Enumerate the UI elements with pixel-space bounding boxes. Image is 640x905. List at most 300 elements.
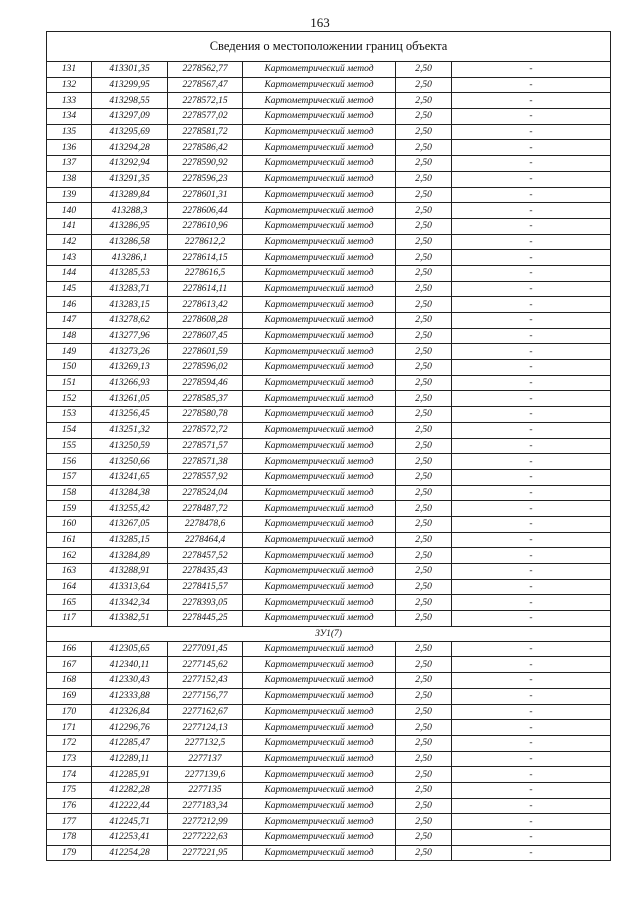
method-cell: Картометрический метод (243, 234, 396, 250)
point-number-cell: 152 (47, 391, 92, 407)
y-coordinate-cell: 2278594,46 (168, 375, 243, 391)
y-coordinate-cell: 2278596,23 (168, 171, 243, 187)
x-coordinate-cell: 413382,51 (92, 611, 168, 627)
method-cell: Картометрический метод (243, 109, 396, 125)
accuracy-cell: 2,50 (396, 720, 452, 736)
table-row (47, 281, 611, 297)
point-number-cell: 133 (47, 93, 92, 109)
y-coordinate-cell: 2278393,05 (168, 595, 243, 611)
accuracy-cell: 2,50 (396, 532, 452, 548)
y-coordinate-cell: 2278596,02 (168, 360, 243, 376)
point-number-cell: 168 (47, 673, 92, 689)
point-number-cell: 170 (47, 704, 92, 720)
method-cell: Картометрический метод (243, 422, 396, 438)
table-row (47, 516, 611, 532)
y-coordinate-cell: 2278614,11 (168, 281, 243, 297)
point-number-cell: 169 (47, 688, 92, 704)
x-coordinate-cell: 413284,89 (92, 548, 168, 564)
point-number-cell: 155 (47, 438, 92, 454)
accuracy-cell: 2,50 (396, 454, 452, 470)
page-number: 163 (310, 15, 330, 30)
table-row (47, 641, 611, 657)
y-coordinate-cell: 2278613,42 (168, 297, 243, 313)
table-row (47, 391, 611, 407)
method-cell: Картометрический метод (243, 360, 396, 376)
x-coordinate-cell: 412245,71 (92, 814, 168, 830)
method-cell: Картометрический метод (243, 782, 396, 798)
point-number-cell: 159 (47, 501, 92, 517)
y-coordinate-cell: 2278572,72 (168, 422, 243, 438)
table-row (47, 203, 611, 219)
method-cell: Картометрический метод (243, 313, 396, 329)
description-cell: - (452, 501, 611, 517)
x-coordinate-cell: 413255,42 (92, 501, 168, 517)
description-cell: - (452, 767, 611, 783)
table-row (47, 532, 611, 548)
table-row (47, 688, 611, 704)
accuracy-cell: 2,50 (396, 845, 452, 861)
description-cell: - (452, 77, 611, 93)
description-cell: - (452, 657, 611, 673)
x-coordinate-cell: 413285,53 (92, 265, 168, 281)
description-cell: - (452, 548, 611, 564)
accuracy-cell: 2,50 (396, 767, 452, 783)
table-row (47, 313, 611, 329)
y-coordinate-cell: 2278586,42 (168, 140, 243, 156)
y-coordinate-cell: 2277124,13 (168, 720, 243, 736)
accuracy-cell: 2,50 (396, 657, 452, 673)
point-number-cell: 135 (47, 124, 92, 140)
x-coordinate-cell: 413286,95 (92, 218, 168, 234)
y-coordinate-cell: 2278608,28 (168, 313, 243, 329)
accuracy-cell: 2,50 (396, 814, 452, 830)
accuracy-cell: 2,50 (396, 704, 452, 720)
y-coordinate-cell: 2278601,31 (168, 187, 243, 203)
accuracy-cell: 2,50 (396, 611, 452, 627)
table-row (47, 140, 611, 156)
table-row (47, 485, 611, 501)
y-coordinate-cell: 2277091,45 (168, 641, 243, 657)
accuracy-cell: 2,50 (396, 234, 452, 250)
point-number-cell: 158 (47, 485, 92, 501)
method-cell: Картометрический метод (243, 124, 396, 140)
table-row (47, 93, 611, 109)
point-number-cell: 150 (47, 360, 92, 376)
table-row (47, 564, 611, 580)
x-coordinate-cell: 412326,84 (92, 704, 168, 720)
table-row (47, 830, 611, 846)
description-cell: - (452, 782, 611, 798)
method-cell: Картометрический метод (243, 579, 396, 595)
description-cell: - (452, 344, 611, 360)
point-number-cell: 134 (47, 109, 92, 125)
y-coordinate-cell: 2278601,59 (168, 344, 243, 360)
accuracy-cell: 2,50 (396, 735, 452, 751)
method-cell: Картометрический метод (243, 688, 396, 704)
method-cell: Картометрический метод (243, 485, 396, 501)
method-cell: Картометрический метод (243, 156, 396, 172)
method-cell: Картометрический метод (243, 328, 396, 344)
x-coordinate-cell: 413297,09 (92, 109, 168, 125)
table-row (47, 422, 611, 438)
accuracy-cell: 2,50 (396, 798, 452, 814)
accuracy-cell: 2,50 (396, 516, 452, 532)
accuracy-cell: 2,50 (396, 187, 452, 203)
point-number-cell: 138 (47, 171, 92, 187)
y-coordinate-cell: 2277162,67 (168, 704, 243, 720)
description-cell: - (452, 407, 611, 423)
description-cell: - (452, 454, 611, 470)
x-coordinate-cell: 413273,26 (92, 344, 168, 360)
x-coordinate-cell: 413299,95 (92, 77, 168, 93)
table-row (47, 234, 611, 250)
y-coordinate-cell: 2278580,78 (168, 407, 243, 423)
table-row (47, 265, 611, 281)
point-number-cell: 167 (47, 657, 92, 673)
table-row (47, 501, 611, 517)
y-coordinate-cell: 2278415,57 (168, 579, 243, 595)
point-number-cell: 166 (47, 641, 92, 657)
x-coordinate-cell: 412289,11 (92, 751, 168, 767)
description-cell: - (452, 93, 611, 109)
table-row (47, 438, 611, 454)
y-coordinate-cell: 2277139,6 (168, 767, 243, 783)
method-cell: Картометрический метод (243, 845, 396, 861)
method-cell: Картометрический метод (243, 218, 396, 234)
description-cell: - (452, 735, 611, 751)
point-number-cell: 172 (47, 735, 92, 751)
accuracy-cell: 2,50 (396, 281, 452, 297)
accuracy-cell: 2,50 (396, 344, 452, 360)
accuracy-cell: 2,50 (396, 751, 452, 767)
description-cell: - (452, 798, 611, 814)
description-cell: - (452, 187, 611, 203)
x-coordinate-cell: 412305,65 (92, 641, 168, 657)
method-cell: Картометрический метод (243, 93, 396, 109)
point-number-cell: 157 (47, 469, 92, 485)
point-number-cell: 171 (47, 720, 92, 736)
point-number-cell: 174 (47, 767, 92, 783)
point-number-cell: 149 (47, 344, 92, 360)
table-row (47, 297, 611, 313)
boundary-table-sheet (46, 31, 610, 861)
table-row (47, 845, 611, 861)
point-number-cell: 141 (47, 218, 92, 234)
accuracy-cell: 2,50 (396, 548, 452, 564)
accuracy-cell: 2,50 (396, 422, 452, 438)
method-cell: Картометрический метод (243, 673, 396, 689)
x-coordinate-cell: 413283,15 (92, 297, 168, 313)
accuracy-cell: 2,50 (396, 62, 452, 78)
x-coordinate-cell: 413292,94 (92, 156, 168, 172)
description-cell: - (452, 313, 611, 329)
y-coordinate-cell: 2278524,04 (168, 485, 243, 501)
accuracy-cell: 2,50 (396, 782, 452, 798)
description-cell: - (452, 171, 611, 187)
y-coordinate-cell: 2278557,92 (168, 469, 243, 485)
x-coordinate-cell: 413267,05 (92, 516, 168, 532)
x-coordinate-cell: 412296,76 (92, 720, 168, 736)
y-coordinate-cell: 2277183,34 (168, 798, 243, 814)
accuracy-cell: 2,50 (396, 93, 452, 109)
y-coordinate-cell: 2277132,5 (168, 735, 243, 751)
accuracy-cell: 2,50 (396, 407, 452, 423)
x-coordinate-cell: 412333,88 (92, 688, 168, 704)
table-row (47, 62, 611, 78)
x-coordinate-cell: 413286,1 (92, 250, 168, 266)
accuracy-cell: 2,50 (396, 313, 452, 329)
method-cell: Картометрический метод (243, 265, 396, 281)
x-coordinate-cell: 413301,35 (92, 62, 168, 78)
accuracy-cell: 2,50 (396, 265, 452, 281)
x-coordinate-cell: 413250,66 (92, 454, 168, 470)
y-coordinate-cell: 2278464,4 (168, 532, 243, 548)
method-cell: Картометрический метод (243, 454, 396, 470)
x-coordinate-cell: 413256,45 (92, 407, 168, 423)
method-cell: Картометрический метод (243, 704, 396, 720)
point-number-cell: 137 (47, 156, 92, 172)
description-cell: - (452, 328, 611, 344)
x-coordinate-cell: 413241,65 (92, 469, 168, 485)
accuracy-cell: 2,50 (396, 156, 452, 172)
x-coordinate-cell: 413266,93 (92, 375, 168, 391)
accuracy-cell: 2,50 (396, 579, 452, 595)
point-number-cell: 151 (47, 375, 92, 391)
x-coordinate-cell: 413251,32 (92, 422, 168, 438)
y-coordinate-cell: 2278585,37 (168, 391, 243, 407)
description-cell: - (452, 751, 611, 767)
description-cell: - (452, 564, 611, 580)
method-cell: Картометрический метод (243, 751, 396, 767)
accuracy-cell: 2,50 (396, 171, 452, 187)
point-number-cell: 173 (47, 751, 92, 767)
table-row (47, 720, 611, 736)
description-cell: - (452, 250, 611, 266)
y-coordinate-cell: 2278607,45 (168, 328, 243, 344)
description-cell: - (452, 516, 611, 532)
y-coordinate-cell: 2278610,96 (168, 218, 243, 234)
x-coordinate-cell: 413269,13 (92, 360, 168, 376)
point-number-cell: 178 (47, 830, 92, 846)
y-coordinate-cell: 2278478,6 (168, 516, 243, 532)
description-cell: - (452, 688, 611, 704)
table-row (47, 250, 611, 266)
point-number-cell: 139 (47, 187, 92, 203)
method-cell: Картометрический метод (243, 814, 396, 830)
description-cell: - (452, 469, 611, 485)
y-coordinate-cell: 2278612,2 (168, 234, 243, 250)
x-coordinate-cell: 412330,43 (92, 673, 168, 689)
description-cell: - (452, 579, 611, 595)
y-coordinate-cell: 2277145,62 (168, 657, 243, 673)
method-cell: Картометрический метод (243, 501, 396, 517)
point-number-cell: 117 (47, 611, 92, 627)
x-coordinate-cell: 413288,3 (92, 203, 168, 219)
accuracy-cell: 2,50 (396, 297, 452, 313)
x-coordinate-cell: 413295,69 (92, 124, 168, 140)
method-cell: Картометрический метод (243, 297, 396, 313)
method-cell: Картометрический метод (243, 611, 396, 627)
method-cell: Картометрический метод (243, 798, 396, 814)
accuracy-cell: 2,50 (396, 688, 452, 704)
method-cell: Картометрический метод (243, 281, 396, 297)
table-row (47, 360, 611, 376)
description-cell: - (452, 422, 611, 438)
accuracy-cell: 2,50 (396, 438, 452, 454)
table-row (47, 579, 611, 595)
y-coordinate-cell: 2278571,57 (168, 438, 243, 454)
accuracy-cell: 2,50 (396, 218, 452, 234)
table-row (47, 767, 611, 783)
method-cell: Картометрический метод (243, 657, 396, 673)
accuracy-cell: 2,50 (396, 124, 452, 140)
point-number-cell: 156 (47, 454, 92, 470)
table-row (47, 156, 611, 172)
description-cell: - (452, 611, 611, 627)
method-cell: Картометрический метод (243, 548, 396, 564)
method-cell: Картометрический метод (243, 830, 396, 846)
y-coordinate-cell: 2277221,95 (168, 845, 243, 861)
point-number-cell: 160 (47, 516, 92, 532)
description-cell: - (452, 595, 611, 611)
description-cell: - (452, 62, 611, 78)
x-coordinate-cell: 413283,71 (92, 281, 168, 297)
x-coordinate-cell: 412285,91 (92, 767, 168, 783)
point-number-cell: 148 (47, 328, 92, 344)
description-cell: - (452, 265, 611, 281)
accuracy-cell: 2,50 (396, 595, 452, 611)
y-coordinate-cell: 2278435,43 (168, 564, 243, 580)
y-coordinate-cell: 2278590,92 (168, 156, 243, 172)
method-cell: Картометрический метод (243, 203, 396, 219)
table-row (47, 124, 611, 140)
method-cell: Картометрический метод (243, 564, 396, 580)
point-number-cell: 154 (47, 422, 92, 438)
table-row (47, 735, 611, 751)
description-cell: - (452, 234, 611, 250)
accuracy-cell: 2,50 (396, 501, 452, 517)
description-cell: - (452, 391, 611, 407)
accuracy-cell: 2,50 (396, 328, 452, 344)
description-cell: - (452, 124, 611, 140)
accuracy-cell: 2,50 (396, 485, 452, 501)
method-cell: Картометрический метод (243, 767, 396, 783)
description-cell: - (452, 281, 611, 297)
method-cell: Картометрический метод (243, 391, 396, 407)
x-coordinate-cell: 413294,28 (92, 140, 168, 156)
x-coordinate-cell: 412285,47 (92, 735, 168, 751)
x-coordinate-cell: 412282,28 (92, 782, 168, 798)
method-cell: Картометрический метод (243, 720, 396, 736)
y-coordinate-cell: 2277212,99 (168, 814, 243, 830)
point-number-cell: 145 (47, 281, 92, 297)
method-cell: Картометрический метод (243, 516, 396, 532)
y-coordinate-cell: 2278577,02 (168, 109, 243, 125)
table-row (47, 218, 611, 234)
point-number-cell: 164 (47, 579, 92, 595)
title-row (47, 32, 611, 62)
point-number-cell: 175 (47, 782, 92, 798)
table-row (47, 109, 611, 125)
accuracy-cell: 2,50 (396, 830, 452, 846)
description-cell: - (452, 140, 611, 156)
x-coordinate-cell: 413261,05 (92, 391, 168, 407)
method-cell: Картометрический метод (243, 407, 396, 423)
accuracy-cell: 2,50 (396, 77, 452, 93)
accuracy-cell: 2,50 (396, 109, 452, 125)
boundary-table (46, 31, 611, 861)
y-coordinate-cell: 2278572,15 (168, 93, 243, 109)
table-row (47, 454, 611, 470)
y-coordinate-cell: 2278487,72 (168, 501, 243, 517)
description-cell: - (452, 218, 611, 234)
table-row (47, 798, 611, 814)
table-row (47, 751, 611, 767)
accuracy-cell: 2,50 (396, 673, 452, 689)
point-number-cell: 161 (47, 532, 92, 548)
point-number-cell: 140 (47, 203, 92, 219)
method-cell: Картометрический метод (243, 469, 396, 485)
x-coordinate-cell: 413286,58 (92, 234, 168, 250)
description-cell: - (452, 438, 611, 454)
table-row (47, 407, 611, 423)
table-row (47, 375, 611, 391)
x-coordinate-cell: 413291,35 (92, 171, 168, 187)
x-coordinate-cell: 413250,59 (92, 438, 168, 454)
point-number-cell: 143 (47, 250, 92, 266)
method-cell: Картометрический метод (243, 532, 396, 548)
table-row (47, 328, 611, 344)
table-row (47, 548, 611, 564)
point-number-cell: 163 (47, 564, 92, 580)
x-coordinate-cell: 413277,96 (92, 328, 168, 344)
point-number-cell: 162 (47, 548, 92, 564)
y-coordinate-cell: 2277152,43 (168, 673, 243, 689)
y-coordinate-cell: 2278614,15 (168, 250, 243, 266)
y-coordinate-cell: 2278562,77 (168, 62, 243, 78)
point-number-cell: 165 (47, 595, 92, 611)
table-row (47, 77, 611, 93)
method-cell: Картометрический метод (243, 735, 396, 751)
y-coordinate-cell: 2277156,77 (168, 688, 243, 704)
y-coordinate-cell: 2277137 (168, 751, 243, 767)
description-cell: - (452, 720, 611, 736)
table-row (47, 611, 611, 627)
description-cell: - (452, 704, 611, 720)
accuracy-cell: 2,50 (396, 250, 452, 266)
section-row (47, 626, 611, 641)
point-number-cell: 131 (47, 62, 92, 78)
description-cell: - (452, 673, 611, 689)
table-title: Сведения о местоположении границ объекта (47, 32, 611, 62)
point-number-cell: 147 (47, 313, 92, 329)
y-coordinate-cell: 2277222,63 (168, 830, 243, 846)
method-cell: Картометрический метод (243, 77, 396, 93)
description-cell: - (452, 830, 611, 846)
x-coordinate-cell: 413278,62 (92, 313, 168, 329)
point-number-cell: 177 (47, 814, 92, 830)
method-cell: Картометрический метод (243, 438, 396, 454)
method-cell: Картометрический метод (243, 595, 396, 611)
y-coordinate-cell: 2278571,38 (168, 454, 243, 470)
accuracy-cell: 2,50 (396, 469, 452, 485)
point-number-cell: 132 (47, 77, 92, 93)
point-number-cell: 179 (47, 845, 92, 861)
point-number-cell: 136 (47, 140, 92, 156)
table-row (47, 814, 611, 830)
y-coordinate-cell: 2278606,44 (168, 203, 243, 219)
description-cell: - (452, 845, 611, 861)
